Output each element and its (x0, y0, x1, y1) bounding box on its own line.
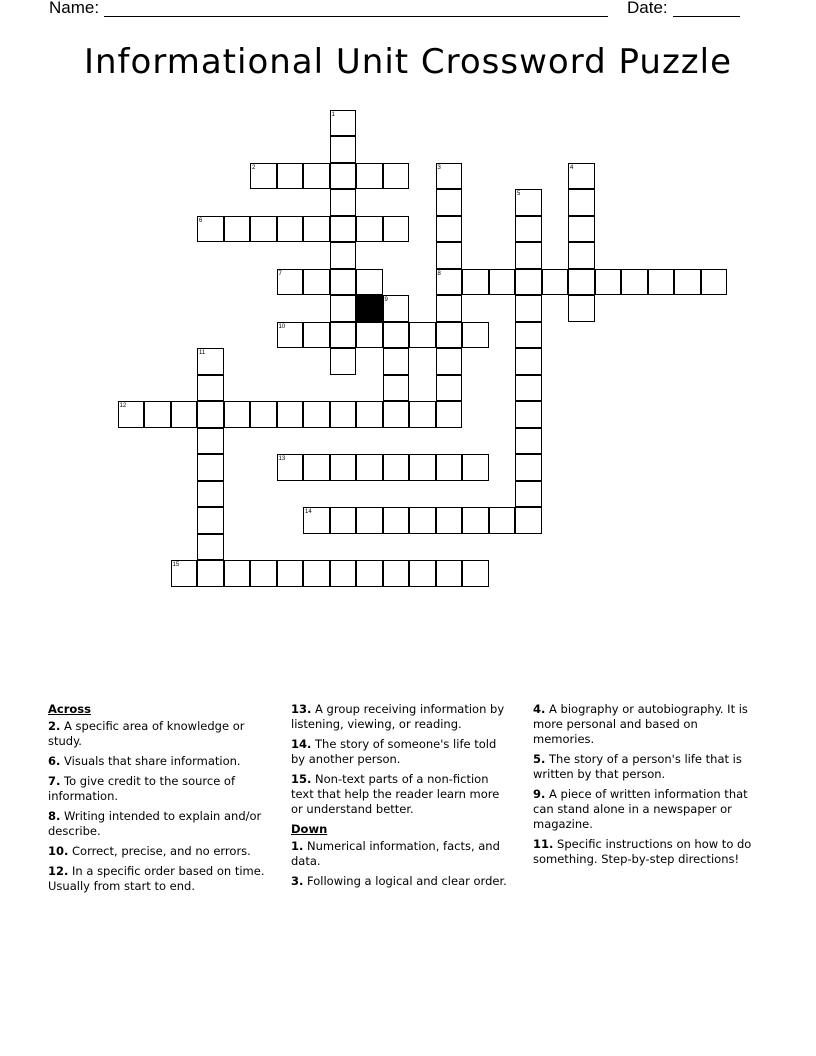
grid-cell[interactable] (515, 216, 542, 243)
grid-cell[interactable] (330, 560, 357, 587)
clue-text: A group receiving information by listening, viewing, or reading. (291, 702, 505, 731)
grid-cell[interactable] (277, 401, 304, 428)
clue-text: In a specific order based on time. Usually from start to end. (48, 864, 265, 893)
clue-text: A biography or autobiography. It is more personal and based on memories. (533, 702, 748, 746)
blocked-cell (356, 295, 383, 322)
grid-cell[interactable] (436, 560, 463, 587)
clue-text: Specific instructions on how to do something. Step-by-step directions! (533, 837, 752, 866)
grid-cell[interactable] (356, 507, 383, 534)
grid-cell[interactable] (197, 507, 224, 534)
grid-cell[interactable] (383, 216, 410, 243)
grid-cell[interactable] (383, 507, 410, 534)
clue-number: 1. (291, 839, 304, 853)
clue-number-label: 15 (172, 562, 180, 568)
grid-cell[interactable] (303, 163, 330, 190)
clue-text: Following a logical and clear order. (307, 874, 507, 888)
grid-cell[interactable] (436, 401, 463, 428)
grid-cell[interactable] (356, 216, 383, 243)
clue-number: 14. (291, 737, 312, 751)
grid-cell[interactable] (515, 481, 542, 508)
grid-cell[interactable] (436, 507, 463, 534)
grid-cell[interactable] (515, 428, 542, 455)
clue-across-13 (291, 702, 513, 732)
clue-number-label: 14 (305, 509, 312, 515)
clue-text: Correct, precise, and no errors. (72, 844, 251, 858)
clue-across-10 (48, 844, 268, 859)
grid-cell[interactable] (303, 560, 330, 587)
grid-cell[interactable] (356, 322, 383, 349)
grid-cell[interactable] (436, 242, 463, 269)
clue-number-label: 12 (119, 403, 127, 409)
clue-across-12 (48, 864, 268, 894)
grid-cell[interactable] (144, 401, 171, 428)
clue-number-label: 7 (278, 270, 282, 277)
clue-down-1 (291, 839, 513, 869)
clue-text: The story of a person's life that is written by that person. (533, 752, 742, 781)
grid-cell[interactable] (197, 454, 224, 481)
name-label: Name: (49, 0, 100, 17)
grid-cell[interactable] (197, 428, 224, 455)
grid-cell[interactable] (330, 136, 357, 163)
grid-cell[interactable] (436, 322, 463, 349)
grid-cell[interactable] (383, 375, 410, 402)
grid-cell[interactable] (303, 216, 330, 243)
clue-number: 13. (291, 702, 312, 716)
grid-cell[interactable] (330, 348, 357, 375)
grid-cell[interactable] (330, 322, 357, 349)
clue-across-8 (48, 809, 268, 839)
grid-cell[interactable] (436, 348, 463, 375)
grid-cell[interactable] (568, 269, 595, 296)
clue-down-5 (533, 752, 761, 782)
grid-cell[interactable] (515, 348, 542, 375)
grid-cell[interactable] (701, 269, 728, 296)
clue-number: 11. (533, 837, 554, 851)
clue-down-3 (291, 874, 513, 889)
clue-text: Visuals that share information. (64, 754, 241, 768)
grid-cell[interactable] (277, 560, 304, 587)
clue-number: 4. (533, 702, 546, 716)
grid-cell[interactable] (197, 375, 224, 402)
grid-cell[interactable] (197, 401, 224, 428)
grid-cell[interactable] (462, 454, 489, 481)
grid-cell[interactable] (436, 189, 463, 216)
clues-column-2 (291, 702, 513, 894)
grid-cell[interactable] (515, 375, 542, 402)
grid-cell[interactable] (621, 269, 648, 296)
grid-cell[interactable] (409, 560, 436, 587)
grid-cell[interactable] (489, 269, 516, 296)
clue-across-2 (48, 719, 268, 749)
grid-cell[interactable] (356, 269, 383, 296)
clue-text: The story of someone's life told by another person. (291, 737, 497, 766)
grid-cell[interactable] (648, 269, 675, 296)
clue-across-6 (48, 754, 268, 769)
grid-cell[interactable] (330, 295, 357, 322)
clue-number: 5. (533, 752, 546, 766)
clue-number: 8. (48, 809, 61, 823)
clue-across-7 (48, 774, 268, 804)
clue-number-label: 11 (199, 350, 206, 356)
grid-cell[interactable] (356, 454, 383, 481)
clue-down-11 (533, 837, 761, 867)
grid-cell[interactable] (436, 375, 463, 402)
grid-cell[interactable] (383, 348, 410, 375)
clue-number-label: 4 (570, 164, 574, 171)
grid-cell[interactable] (568, 216, 595, 243)
grid-cell[interactable] (462, 560, 489, 587)
page-title: Informational Unit Crossword Puzzle (83, 42, 732, 82)
clues-column-1 (48, 702, 268, 899)
grid-cell[interactable] (462, 269, 489, 296)
grid-cell[interactable] (674, 269, 701, 296)
grid-cell[interactable] (356, 401, 383, 428)
grid-cell[interactable] (568, 242, 595, 269)
grid-cell[interactable] (515, 242, 542, 269)
clue-across-15 (291, 772, 513, 817)
clue-text: Non-text parts of a non-fiction text that help the reader learn more or understand better. (291, 772, 500, 816)
grid-cell[interactable] (409, 322, 436, 349)
clue-number: 12. (48, 864, 69, 878)
grid-cell[interactable] (356, 560, 383, 587)
clue-number-label: 5 (517, 191, 521, 197)
grid-cell[interactable] (383, 322, 410, 349)
clues-column-3 (533, 702, 761, 872)
grid-cell[interactable] (515, 507, 542, 534)
grid-cell[interactable] (383, 401, 410, 428)
grid-cell[interactable] (224, 401, 251, 428)
date-label: Date: (627, 0, 668, 17)
grid-cell[interactable] (515, 454, 542, 481)
grid-cell[interactable] (409, 507, 436, 534)
clue-text: A piece of written information that can stand alone in a newspaper or magazine. (533, 787, 748, 831)
grid-cell[interactable] (383, 454, 410, 481)
grid-cell[interactable] (330, 507, 357, 534)
clue-down-4 (533, 702, 761, 747)
grid-cell[interactable] (515, 295, 542, 322)
grid-cell[interactable] (568, 189, 595, 216)
clue-number-label: 13 (278, 456, 286, 462)
clue-number: 6. (48, 754, 61, 768)
grid-cell[interactable] (330, 189, 357, 216)
clue-number-label: 8 (437, 270, 441, 277)
grid-cell[interactable] (197, 560, 224, 587)
grid-cell[interactable] (171, 401, 198, 428)
grid-cell[interactable] (250, 560, 277, 587)
clue-text: A specific area of knowledge or study. (48, 719, 245, 748)
grid-cell[interactable] (277, 216, 304, 243)
clue-number-label: 9 (384, 297, 388, 303)
clue-number: 7. (48, 774, 61, 788)
clue-number: 9. (533, 787, 546, 801)
grid-cell[interactable] (515, 322, 542, 349)
grid-cell[interactable] (197, 481, 224, 508)
grid-cell[interactable] (489, 507, 516, 534)
clue-number: 15. (291, 772, 312, 786)
grid-cell[interactable] (224, 216, 251, 243)
grid-cell[interactable] (595, 269, 622, 296)
grid-cell[interactable] (330, 216, 357, 243)
grid-cell[interactable] (356, 163, 383, 190)
grid-cell[interactable] (330, 269, 357, 296)
down-heading: Down (291, 822, 328, 836)
clue-down-9 (533, 787, 761, 832)
grid-cell[interactable] (250, 401, 277, 428)
across-heading: Across (48, 702, 91, 716)
grid-cell[interactable] (330, 242, 357, 269)
clue-number-label: 6 (199, 217, 203, 224)
grid-cell[interactable] (436, 216, 463, 243)
grid-cell[interactable] (436, 295, 463, 322)
grid-cell[interactable] (303, 322, 330, 349)
grid-cell[interactable] (383, 560, 410, 587)
grid-cell[interactable] (542, 269, 569, 296)
clue-number: 3. (291, 874, 304, 888)
clue-number: 10. (48, 844, 69, 858)
grid-cell[interactable] (330, 454, 357, 481)
grid-cell[interactable] (409, 401, 436, 428)
grid-cell[interactable] (462, 322, 489, 349)
grid-cell[interactable] (383, 163, 410, 190)
grid-cell[interactable] (224, 560, 251, 587)
clue-across-14 (291, 737, 513, 767)
clue-text: Numerical information, facts, and data. (291, 839, 500, 868)
grid-cell[interactable] (303, 454, 330, 481)
clue-text: Writing intended to explain and/or describe. (48, 809, 262, 838)
grid-cell[interactable] (515, 401, 542, 428)
clue-number-label: 1 (331, 111, 335, 118)
grid-cell[interactable] (436, 454, 463, 481)
clue-number: 2. (48, 719, 61, 733)
clue-number-label: 10 (278, 323, 286, 330)
grid-cell[interactable] (462, 507, 489, 534)
grid-cell[interactable] (197, 534, 224, 561)
grid-cell[interactable] (515, 269, 542, 296)
clue-number-label: 2 (252, 164, 256, 171)
grid-cell[interactable] (303, 401, 330, 428)
grid-cell[interactable] (330, 401, 357, 428)
grid-cell[interactable] (409, 454, 436, 481)
clue-number-label: 3 (437, 164, 441, 171)
grid-cell[interactable] (568, 295, 595, 322)
clue-text: To give credit to the source of information. (48, 774, 236, 803)
grid-cell[interactable] (250, 216, 277, 243)
grid-cell[interactable] (277, 163, 304, 190)
grid-cell[interactable] (303, 269, 330, 296)
grid-cell[interactable] (330, 163, 357, 190)
